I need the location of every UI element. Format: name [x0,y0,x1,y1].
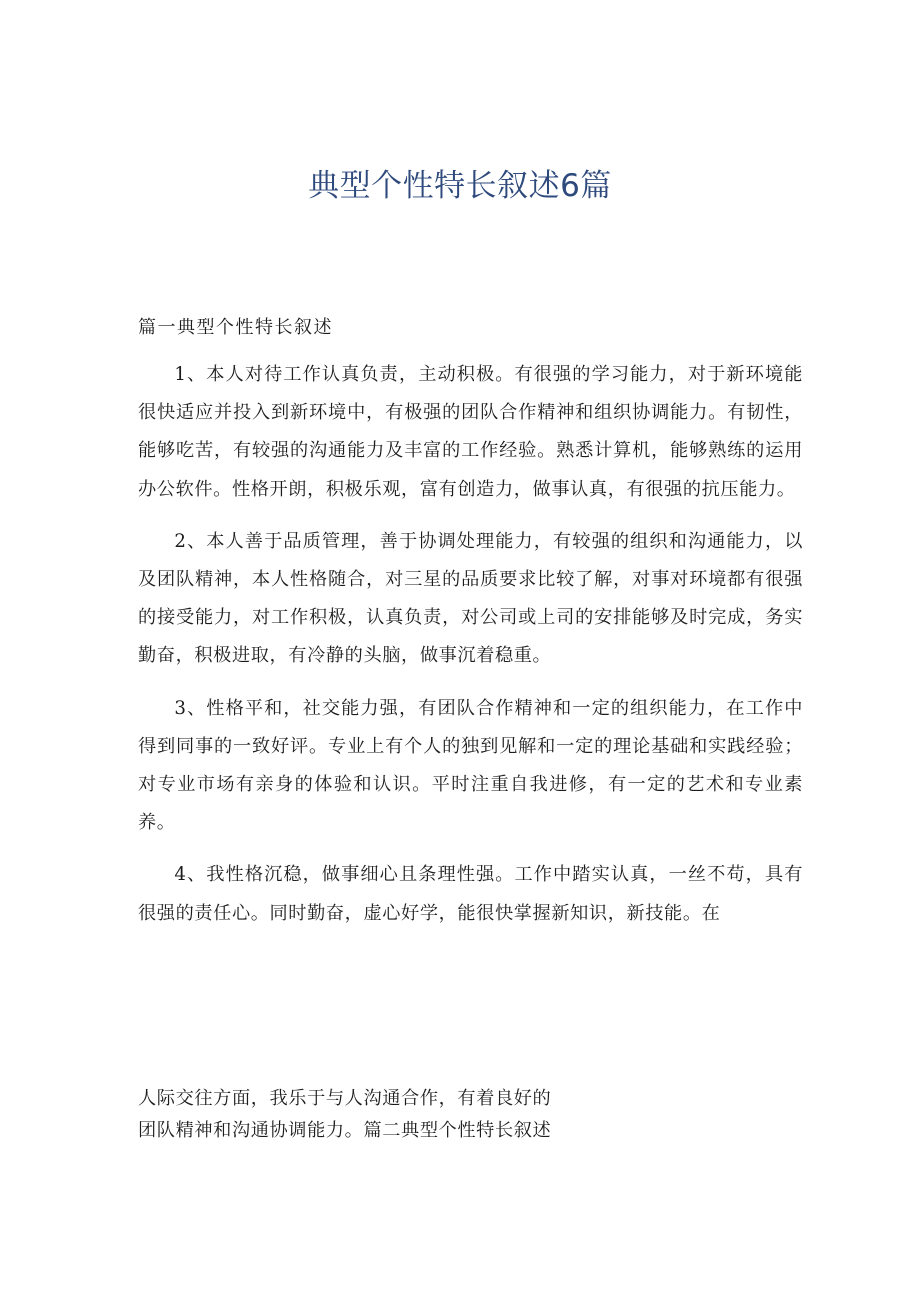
continuation-line-2: 团队精神和沟通协调能力。篇二典型个性特长叙述 [138,1120,552,1141]
paragraph-4-continuation [138,1083,803,1147]
paragraph-3: 3、性格平和，社交能力强，有团队合作精神和一定的组织能力，在工作中得到同事的一致好评。专业上有个人的独到见解和一定的理论基础和实践经验；对专业市场有亲身的体验和认识。平时注重自我进修，有一定的艺术和专业素养。 [138,697,803,834]
section-heading: 篇一典型个性特长叙述 [138,317,333,338]
document-body [138,356,803,933]
document-title: 典型个性特长叙述6篇 [308,168,612,204]
continuation-line-1: 人际交往方面，我乐于与人沟通合作，有着良好的 [138,1088,552,1109]
paragraph-1: 1、本人对待工作认真负责，主动积极。有很强的学习能力，对于新环境能很快适应并投入到新环境中，有极强的团队合作精神和组织协调能力。有韧性，能够吃苦，有较强的沟通能力及丰富的工作经验。熟悉计算机，能够熟练的运用办公软件。性格开朗，积极乐观，富有创造力，做事认真，有很强的抗压能力。 [138,364,803,500]
paragraph-2: 2、本人善于品质管理，善于协调处理能力，有较强的组织和沟通能力，以及团队精神，本人性格随合，对三星的品质要求比较了解，对事对环境都有很强的接受能力，对工作积极，认真负责，对公司或上司的安排能够及时完成，务实勤奋，积极进取，有冷静的头脑，做事沉着稳重。 [138,530,803,667]
paragraph-4: 4、我性格沉稳，做事细心且条理性强。工作中踏实认真，一丝不苟，具有很强的责任心。同时勤奋，虚心好学，能很快掌握新知识，新技能。在 [138,864,803,924]
